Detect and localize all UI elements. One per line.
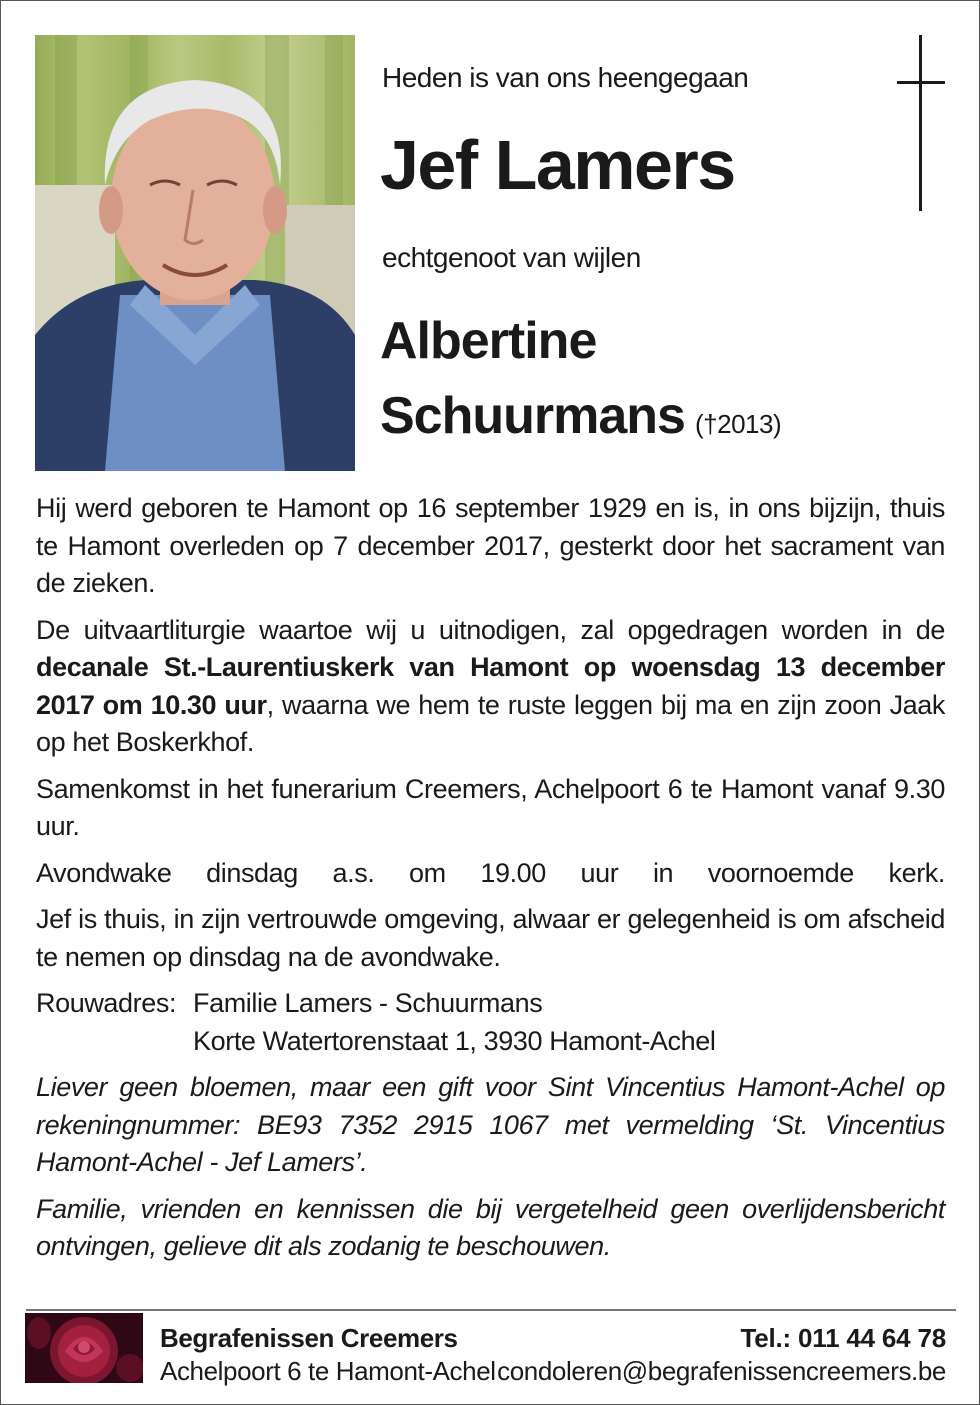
funeral-home-address: Achelpoort 6 te Hamont-Achel — [160, 1356, 496, 1386]
farewell-paragraph: Jef is thuis, in zijn vertrouwde omgeving, alwaar er gelegenheid is om afscheid te nemen op dinsdag na de avondwake. — [36, 904, 945, 972]
rose-illustration — [25, 1313, 143, 1383]
deceased-name: Jef Lamers — [380, 126, 735, 204]
spouse-last-name: Schuurmans — [380, 387, 685, 445]
rose-image — [25, 1313, 143, 1383]
vigil-paragraph: Avondwake dinsdag a.s. om 19.00 uur in voornoemde kerk. — [36, 857, 945, 888]
address-line-2: Korte Watertorenstaat 1, 3930 Hamont-Achel — [193, 1025, 716, 1056]
funeral-home-email[interactable]: condoleren@begrafenissencreemers.be — [497, 1356, 946, 1386]
birth-death-paragraph: Hij werd geboren te Hamont op 16 september 1929 en is, in ons bijzijn, thuis te Hamont overleden op 7 december 2017, gesterkt door het sacrament van de zieken. — [36, 493, 945, 598]
cross-icon — [897, 35, 945, 211]
funeral-details: decanale St.-Laurentiuskerk van Hamont op woensdag 13 december 2017 om 10.30 uur — [36, 652, 945, 720]
funeral-home-phone: Tel.: 011 44 64 78 — [740, 1323, 946, 1353]
donation-paragraph: Liever geen bloemen, maar een gift voor Sint Vincentius Hamont-Achel op rekeningnummer: BE93 7352 2915 1067 met vermelding ‘St. Vincentius Hamont-Achel - Jef Lamers’. — [36, 1072, 945, 1177]
spouse-death-year: (†2013) — [694, 409, 782, 439]
address-label: Rouwadres: — [36, 988, 177, 1018]
portrait-photo — [35, 35, 355, 471]
spouse-last-row — [380, 387, 782, 445]
funeral-text-post: , waarna we hem te ruste leggen bij ma en zijn zoon Jaak op het Boskerkhof. — [36, 689, 946, 757]
obituary-body — [36, 490, 945, 1275]
address-lines — [193, 985, 715, 1060]
spouse-label: echtgenoot van wijlen — [382, 242, 641, 273]
footer-divider — [26, 1309, 956, 1311]
address-line-1: Familie Lamers - Schuurmans — [193, 988, 543, 1018]
gathering-paragraph: Samenkomst in het funerarium Creemers, Achelpoort 6 te Hamont vanaf 9.30 uur. — [36, 773, 945, 841]
intro-text: Heden is van ons heengegaan — [382, 62, 749, 93]
portrait-illustration — [35, 35, 355, 471]
notice-paragraph: Familie, vrienden en kennissen die bij vergetelheid geen overlijdensbericht ontvingen, gelieve dit als zodanig te beschouwen. — [36, 1193, 945, 1261]
funeral-paragraph — [36, 612, 945, 762]
mourning-address — [36, 985, 945, 1060]
spouse-first-name: Albertine — [380, 312, 597, 370]
funeral-text-pre: De uitvaartliturgie waartoe wij u uitnodigen, zal opgedragen worden in de — [36, 614, 945, 645]
funeral-home-name: Begrafenissen Creemers — [160, 1323, 458, 1353]
